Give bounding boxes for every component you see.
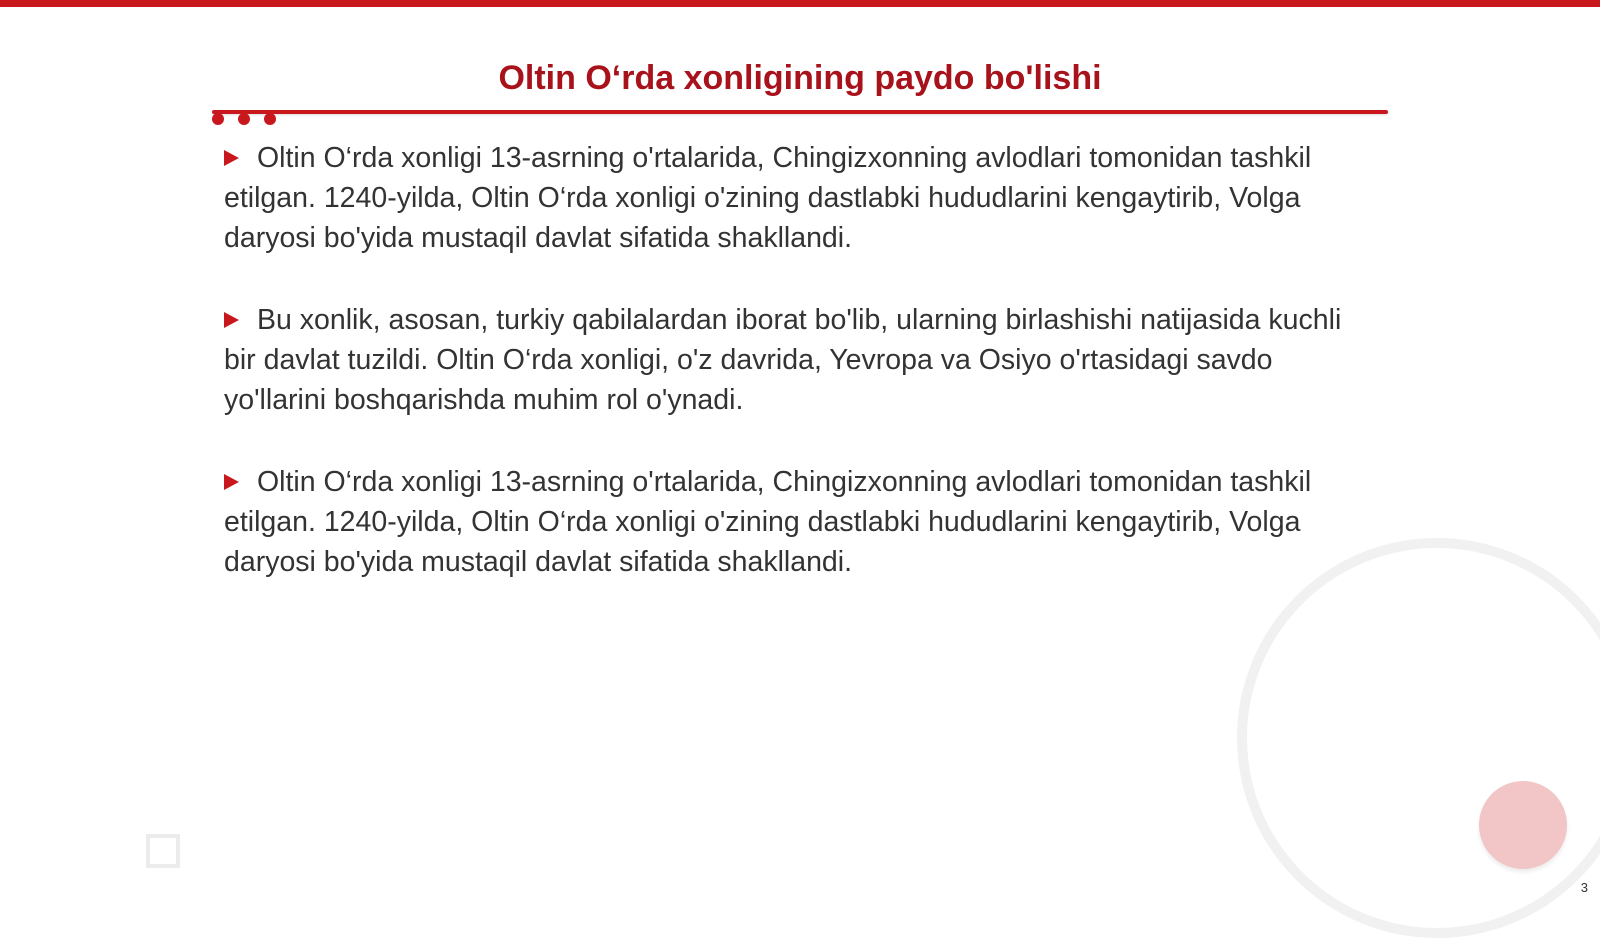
triangle-bullet-icon xyxy=(224,474,239,490)
decor-dot xyxy=(264,113,276,125)
bullet-paragraph xyxy=(224,300,1374,420)
slide-body xyxy=(224,138,1374,624)
page-number: 3 xyxy=(1580,880,1588,895)
slide-title: Oltin O‘rda xonligining paydo bo'lishi xyxy=(498,59,1102,97)
decor-dot xyxy=(212,113,224,125)
bullet-paragraph xyxy=(224,462,1374,582)
paragraph-text: Bu xonlik, asosan, turkiy qabilalardan iborat bo'lib, ularning birlashishi natijasida kuchli bir davlat tuzildi. Oltin O‘rda xonligi, o'z davrida, Yevropa va Osiyo o'rtasidagi savdo yo'llarini boshqarishda muhim rol o'ynadi. xyxy=(224,304,1342,416)
paragraph-text: Oltin O‘rda xonligi 13-asrning o'rtalarida, Chingizxonning avlodlari tomonidan tashkil etilgan. 1240-yilda, Oltin O‘rda xonligi o'zining dastlabki hududlarini kengaytirib, Volga daryosi bo'yida mustaqil davlat sifatida shakllandi. xyxy=(224,466,1312,578)
bullet-paragraph xyxy=(224,138,1374,258)
paragraph-text: Oltin O‘rda xonligi 13-asrning o'rtalarida, Chingizxonning avlodlari tomonidan tashkil etilgan. 1240-yilda, Oltin O‘rda xonligi o'zining dastlabki hududlarini kengaytirib, Volga daryosi bo'yida mustaqil davlat sifatida shakllandi. xyxy=(224,142,1312,254)
top-accent-bar xyxy=(0,0,1600,7)
triangle-bullet-icon xyxy=(224,312,239,328)
triangle-bullet-icon xyxy=(224,150,239,166)
decor-square xyxy=(146,834,180,868)
decor-dot xyxy=(238,113,250,125)
decor-circle-pink xyxy=(1479,781,1567,869)
title-underline xyxy=(212,110,1388,114)
